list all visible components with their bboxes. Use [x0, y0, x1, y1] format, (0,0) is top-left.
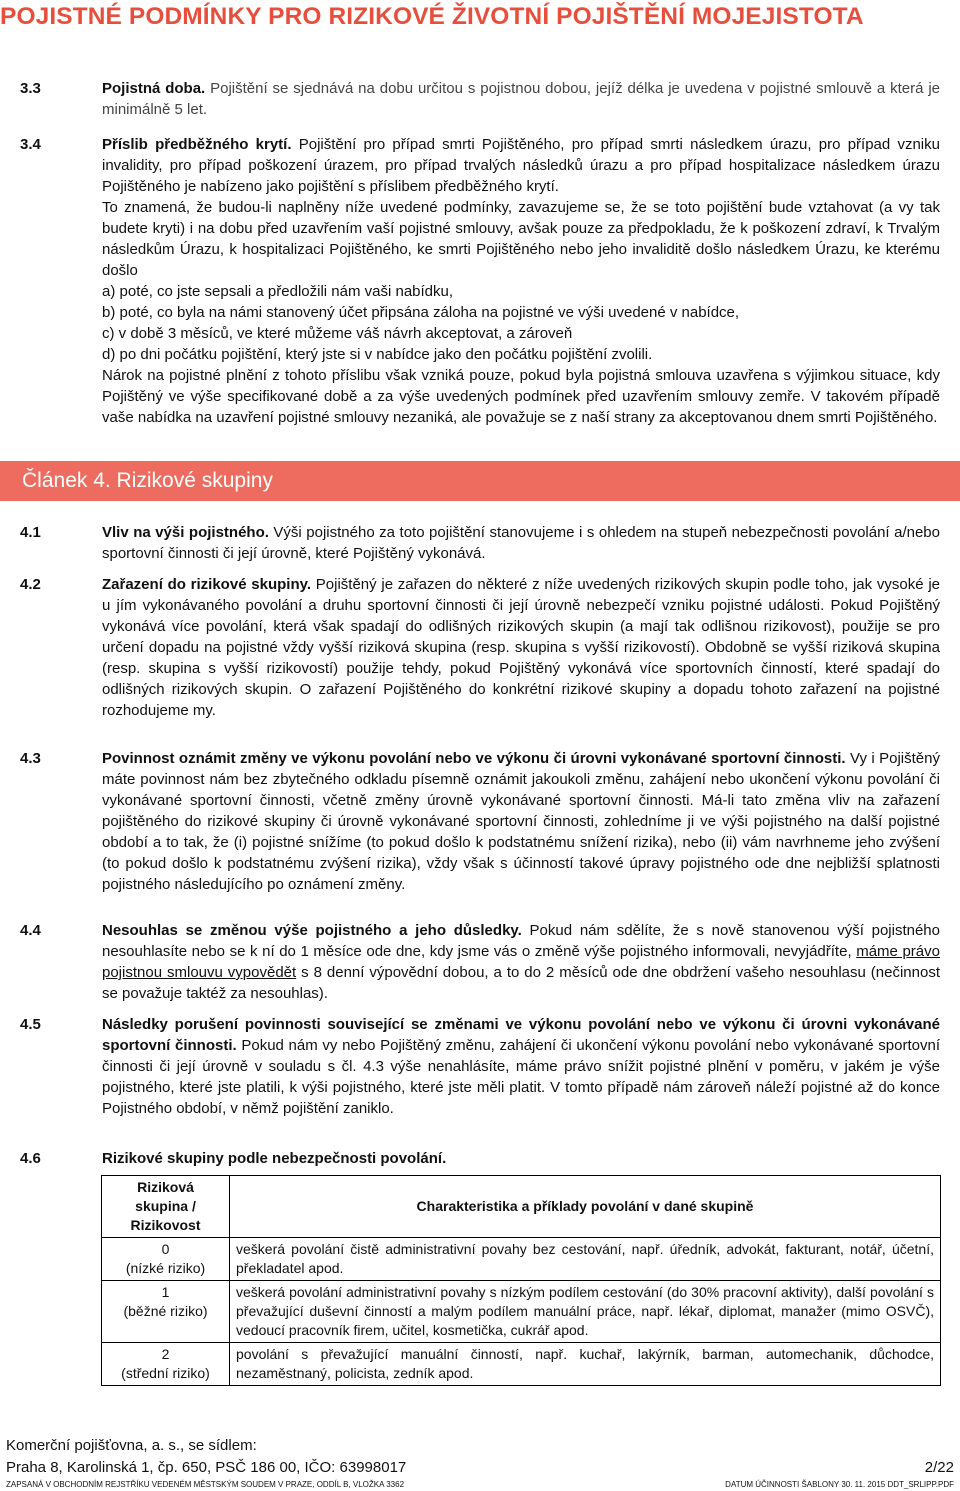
section-number: 4.3 [20, 750, 41, 767]
article-heading [0, 461, 960, 501]
page-number: 2/22 [924, 1459, 954, 1476]
section-title: Pojistná doba. [102, 80, 206, 97]
risk-group-cell [102, 1281, 230, 1343]
risk-description: veškerá povolání administrativní povahy s nízkým podílem cestování (do 30% pracovní aktivity), další povolání s převažující duševní činností a malým podílem manuální práce, např. lékař, diplomat, manažer (mimo OSVČ), vedoucí pracovník firem, učitel, kosmetička, cukrář apod. [230, 1281, 941, 1343]
article-title: Článek 4. Rizikové skupiny [22, 469, 273, 492]
section-title: Zařazení do rizikové skupiny. [102, 576, 312, 593]
section-title: Příslib předběžného krytí. [102, 136, 292, 153]
list-item: d) po dni počátku pojištění, který jste si v nabídce jako den počátku pojištění zvolili. [102, 346, 653, 363]
risk-description: veškerá povolání čistě administrativní povahy bez cestování, např. úředník, advokát, fakturant, notář, účetní, překladatel apod. [230, 1238, 941, 1281]
section-4-6 [20, 1148, 940, 1169]
table-row [102, 1281, 941, 1343]
section-text: Vy i Pojištěný máte povinnost nám bez zbytečného odkladu písemně oznámit jakoukoli změnu, zahájení nebo ukončení výkonu povolání či vykonávané sportovní činnosti, včetně změny úrovně vykonávané sportovní činnosti. Má-li tato změna vliv na zařazení pojištěného do rizikové skupiny či úrovně vykonávané sportovní činnosti, zohledníme ji ve výši pojistného na další pojistné období a to tak, že (i) pojistné snížíme (to pokud došlo k podstatnému snížení rizika), nebo (ii) vám navrhneme jeho zvýšení (to pokud došlo k podstatnému zvýšení rizika), vždy však s účinností takové úpravy pojistného ode dne nejbližší splatnosti pojistného následujícího po oznámení změny. [102, 750, 940, 893]
section-text: s 8 denní výpovědní dobou, a to do 2 měsíců ode dne obdržení vašeho nesouhlasu (nečinnost se považuje taktéž za nesouhlas). [102, 964, 940, 1002]
risk-group-cell [102, 1343, 230, 1386]
section-number: 4.1 [20, 524, 41, 541]
risk-group-number: 1 [161, 1284, 170, 1300]
table-row [102, 1343, 941, 1386]
section-paragraph: To znamená, že budou-li naplněny níže uvedené podmínky, zavazujeme se, že se toto pojištění bude vztahovat (a vy tak budete kryti) i na dobu před uzavřením vaší pojistné smlouvy, avšak pouze za předpokladu, že k poškození zdraví, k Trvalým následkům Úrazu, k hospitalizaci Pojištěného, ke smrti Pojištěného nebo jeho invaliditě došlo následkem Úrazu, ke kterému došlo [102, 199, 940, 279]
section-text: Pojištěný je zařazen do některé z níže uvedených rizikových skupin podle toho, jak vysoké je u jím vykonávaného povolání a druhu sportovní činnosti či její úrovně nebezpečí vzniku pojistné události. Pokud Pojištěný vykonává více povolání, která však spadají do odlišných rizikových skupin (a mají tak odlišnou rizikovost), použije se pro určení dopadu na pojistné vždy vyšší riziková skupina (resp. skupina s vyšší rizikovostí). Obdobně se vyšší riziková skupina (resp. skupina s vyšší rizikovostí) použije tehdy, pokud Pojištěný vykonává více sportovních činností, které spadají do odlišných rizikových skupin. O zařazení Pojištěného do konkrétní rizikové skupiny a dopadu tohoto zařazení na pojistné rozhodujeme my. [102, 576, 940, 719]
section-text: Pojištění se sjednává na dobu určitou s pojistnou dobou, jejíž délka je uvedena v pojistné smlouvě a která je minimálně 5 let. [102, 80, 940, 118]
section-number: 4.5 [20, 1016, 41, 1033]
section-title: Nesouhlas se změnou výše pojistného a jeho důsledky. [102, 922, 522, 939]
section-4-5 [20, 1014, 940, 1119]
list-item: b) poté, co byla na námi stanovený účet připsána záloha na pojistné ve výši uvedené v nabídce, [102, 304, 740, 321]
risk-group-number: 0 [161, 1241, 170, 1257]
section-text: Pokud nám sdělíte, že s nově stanovenou výší pojistného nesouhlasíte nebo se k ní do 1 měsíce ode dne, kdy jsme vás o změně výše pojistného informovali, nevyjádříte, [102, 922, 940, 960]
list-item: c) v době 3 měsíců, ve které můžeme váš návrh akceptovat, a zároveň [102, 325, 573, 342]
section-4-3 [20, 748, 940, 895]
header-line: skupina / [135, 1198, 196, 1214]
section-paragraph: Nárok na pojistné plnění z tohoto příslibu však vzniká pouze, pokud byla pojistná smlouva uzavřena s výjimkou situace, kdy Pojištěný ve výše specifikované době a za výše uvedených podmínek před uzavřením smlouvy zemře. V takovém případě vaše nabídka na uzavření pojistné smlouvy nezaniká, ale považuje se z naší strany za akceptovanou dnem smrti Pojištěného. [102, 367, 940, 426]
header-line: Riziková [137, 1179, 194, 1195]
section-number: 4.6 [20, 1150, 41, 1167]
risk-group-number: 2 [161, 1346, 170, 1362]
risk-group-table [101, 1175, 941, 1386]
termination-right-text: máme právo pojistnou smlouvu vypovědět [102, 943, 940, 981]
table-header-description: Charakteristika a příklady povolání v dané skupině [230, 1176, 941, 1238]
section-number: 4.4 [20, 922, 41, 939]
section-title: Následky porušení povinnosti související se změnami ve výkonu povolání nebo ve výkonu či úrovni vykonávané sportovní činnosti. [102, 1016, 940, 1054]
table-row [102, 1238, 941, 1281]
section-4-2 [20, 574, 940, 721]
header-line: Rizikovost [130, 1217, 201, 1233]
risk-level: (nízké riziko) [125, 1260, 206, 1276]
section-4-1 [20, 522, 940, 564]
footer-registry: ZAPSANÁ V OBCHODNÍM REJSTŘÍKU VEDENÉM MĚSTSKÝM SOUDEM V PRAZE, ODDÍL B, VLOŽKA 3362 [6, 1480, 405, 1489]
section-4-4 [20, 920, 940, 1004]
section-text: Pojištění pro případ smrti Pojištěného, pro případ smrti následkem úrazu, pro případ vzniku invalidity, pro případ poškození úrazem, pro případ trvalých následků úrazu a pro případ hospitalizace následkem úrazu Pojištěného je nabízeno jako pojištění s příslibem předběžného krytí. [102, 136, 940, 195]
footer-address: Praha 8, Karolinská 1, čp. 650, PSČ 186 00, IČO: 63998017 [6, 1459, 407, 1476]
section-title: Vliv na výši pojistného. [102, 524, 269, 541]
section-number: 4.2 [20, 576, 41, 593]
section-3-4 [20, 134, 940, 428]
section-title: Rizikové skupiny podle nebezpečnosti povolání. [102, 1150, 447, 1167]
risk-group-cell [102, 1238, 230, 1281]
risk-level: (střední riziko) [121, 1365, 210, 1381]
section-text: Výši pojistného za toto pojištění stanovujeme i s ohledem na stupeň nebezpečnosti povolání a/nebo sportovní činnosti či její úrovně, které Pojištěný vykonává. [102, 524, 940, 562]
footer-document-id: DATUM ÚČINNOSTI ŠABLONY 30. 11. 2015 DDT_SRLIPP.PDF [725, 1480, 954, 1489]
list-item: a) poté, co jste sepsali a předložili nám vaši nabídku, [102, 283, 454, 300]
section-3-3 [20, 78, 940, 120]
section-number: 3.3 [20, 80, 41, 97]
document-title: POJISTNÉ PODMÍNKY PRO RIZIKOVÉ ŽIVOTNÍ POJIŠTĚNÍ MOJEJISTOTA [0, 3, 864, 30]
risk-description: povolání s převažující manuální činností, např. kuchař, lakýrník, barman, automechanik, důchodce, nezaměstnaný, policista, zedník apod. [230, 1343, 941, 1386]
table-header-row [102, 1176, 941, 1238]
table-header-group [102, 1176, 230, 1238]
section-title: Povinnost oznámit změny ve výkonu povolání nebo ve výkonu či úrovni vykonávané sportovní činnosti. [102, 750, 846, 767]
section-text: Pokud nám vy nebo Pojištěný změnu, zahájení či ukončení výkonu povolání nebo vykonávané sportovní činnosti či její úrovně v souladu s čl. 4.3 výše nenahlásíte, máme právo snížit pojistné plnění v poměru, v jakém je výše pojistného, které jste platili, k výši pojistného, které jste měli platit. V tomto případě nám zároveň náleží pojistné až do konce Pojistného období, v němž pojištění zaniklo. [102, 1037, 940, 1117]
risk-level: (běžné riziko) [123, 1303, 208, 1319]
footer-company: Komerční pojišťovna, a. s., se sídlem: [6, 1437, 257, 1454]
section-number: 3.4 [20, 136, 41, 153]
